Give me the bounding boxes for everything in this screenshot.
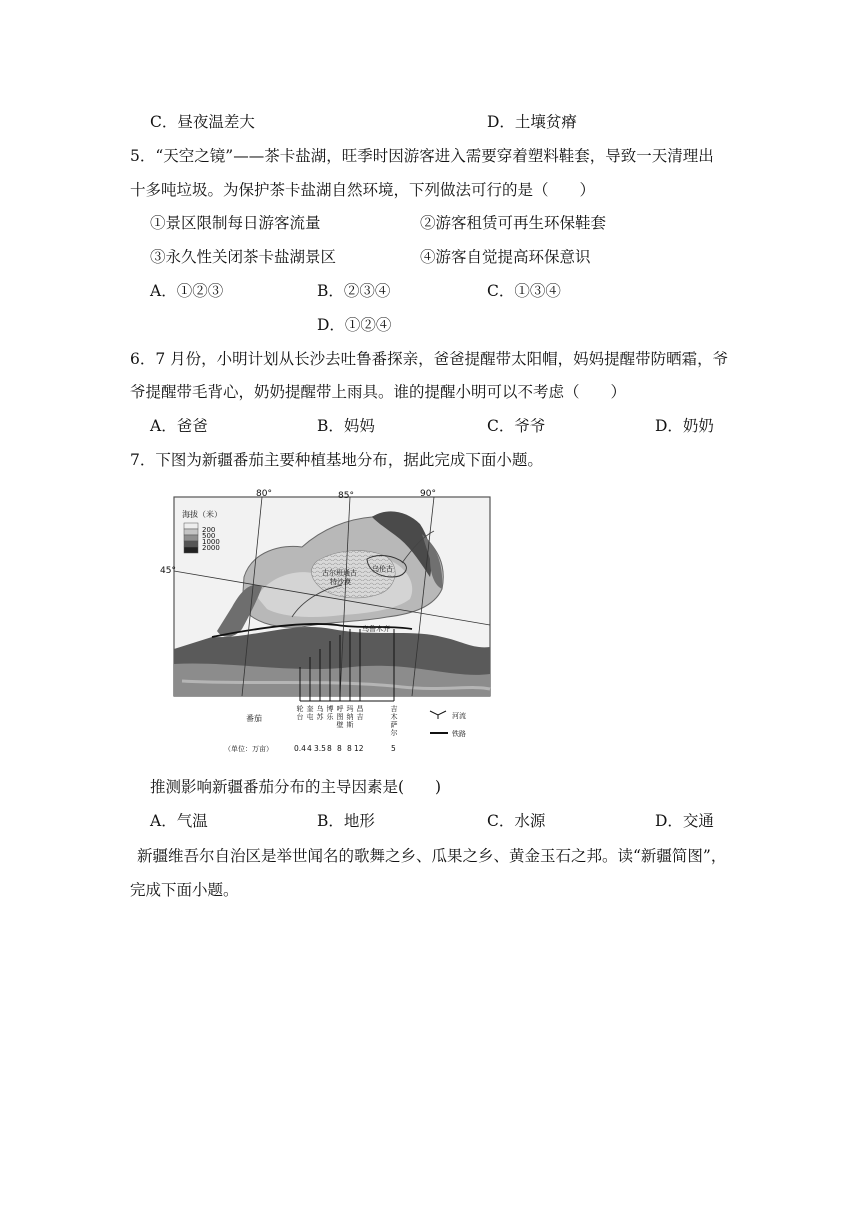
place-label-char: 吉 [390,705,398,713]
q7-option-b: B．地形 [317,812,375,830]
q5-item-3: ③永久性关闭茶卡盐湖景区 [150,248,337,266]
place-label-char: 昌 [356,705,364,713]
lon-90-label: 90° [420,489,436,499]
q4-option-d: D．土壤贫瘠 [487,113,577,131]
q7-option-c: C．水源 [487,812,546,830]
q5-option-d: D．①②④ [317,316,392,334]
place-label-char: 玛 [346,705,354,713]
legend-level-2: 500 [202,532,216,540]
value-labels [294,744,396,753]
value-label: 5 [391,744,396,753]
legend-level-4: 2000 [202,544,220,552]
q5-option-b: B．②③④ [317,282,391,300]
place-label-char: 台 [296,713,304,721]
value-label: 8 [337,744,342,753]
legend-title: 海拔（米） [182,510,222,519]
q4-option-c: C．昼夜温差大 [150,113,255,131]
unit-label: （单位：万亩） [224,745,273,753]
q6-stem-line1: 6．7 月份，小明计划从长沙去吐鲁番探亲，爸爸提醒带太阳帽，妈妈提醒带防晒霜，爷 [130,350,729,368]
desert-label: 古尔班通古 [322,569,357,577]
legend-level-1: 200 [202,526,216,534]
place-label-char: 苏 [316,713,324,721]
key-river-label: 河流 [452,712,466,720]
place-label-char: 尔 [390,729,398,737]
city-label: 乌鲁木齐 [362,625,390,633]
place-label-char: 乐 [326,713,334,721]
place-label-char: 轮 [296,705,304,713]
q5-option-a: A．①②③ [150,282,224,300]
value-label: 3.5 [314,744,326,753]
place-label-char: 纳 [346,713,354,721]
intro-line2: 完成下面小题。 [130,881,239,899]
q5-stem-line2: 十多吨垃圾。为保护茶卡盐湖自然环境，下列做法可行的是（ ） [130,181,596,199]
place-labels [297,704,398,737]
value-label: 4 [307,744,312,753]
q7-option-d: D．交通 [655,812,714,830]
place-label-char: 斯 [346,721,354,729]
q5-item-4: ④游客自觉提高环保意识 [420,248,591,266]
q5-item-1: ①景区限制每日游客流量 [150,214,321,232]
place-label-char: 乌 [316,705,324,713]
q7-stem: 7．下图为新疆番茄主要种植基地分布，据此完成下面小题。 [130,451,543,469]
q6-option-c: C．爷爷 [487,417,546,435]
q6-stem-line2: 爷提醒带毛背心，奶奶提醒带上雨具。谁的提醒小明可以不考虑（ ） [130,383,627,401]
lat-45-label: 45° [160,566,176,576]
q7-question: 推测影响新疆番茄分布的主导因素是( ) [150,778,442,796]
place-label-char: 萨 [390,721,398,729]
legend-level-3: 1000 [202,538,220,546]
value-label: 8 [327,744,332,753]
lon-80-label: 80° [256,489,272,499]
place-label-char: 吉 [356,713,364,721]
value-label: 0.4 [294,744,306,753]
place-label-char: 木 [390,713,398,721]
place-label-char: 奎 [306,705,314,713]
q6-option-d: D．奶奶 [655,417,714,435]
place-label-char: 博 [326,705,334,713]
q6-option-a: A．爸爸 [150,417,208,435]
q5-stem-line1: 5．“天空之镜”——茶卡盐湖，旺季时因游客进入需要穿着塑料鞋套，导致一天清理出 [130,147,714,165]
q5-item-2: ②游客租赁可再生环保鞋套 [420,214,607,232]
river-label: 乌伦古 [372,565,393,573]
intro-line1: 新疆维吾尔自治区是举世闻名的歌舞之乡、瓜果之乡、黄金玉石之邦。读“新疆简图”， [137,847,727,865]
river-key-icon [430,711,446,719]
value-label: 8 [347,744,352,753]
value-label: 12 [354,744,364,753]
xinjiang-tomato-map [160,489,492,757]
place-label-char: 屯 [306,713,314,721]
svg-text:特沙漠: 特沙漠 [330,578,351,586]
row-label: 番茄 [246,714,262,723]
place-label-char: 壁 [336,721,344,729]
key-rail-label: 铁路 [452,730,466,738]
q7-option-a: A．气温 [150,812,208,830]
place-label-char: 图 [336,713,344,721]
q6-option-b: B．妈妈 [317,417,375,435]
place-label-char: 呼 [336,705,344,713]
lon-85-label: 85° [338,491,354,501]
q5-option-c: C．①③④ [487,282,561,300]
